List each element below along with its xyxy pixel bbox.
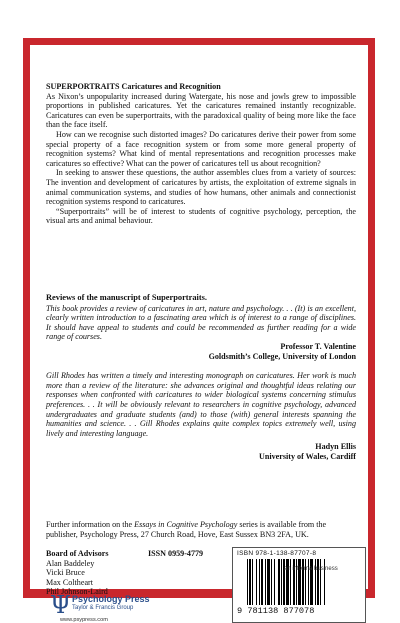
informa-tagline: an informa business — [284, 566, 338, 572]
publisher-group: Taylor & Francis Group — [72, 605, 134, 611]
blurb-paragraph: “Superportraits” will be of interest to students of cognitive psychology, perception, the visual arts and animal behaviour. — [46, 206, 356, 226]
series-name: Essays in Cognitive Psychology — [134, 520, 238, 529]
reviewer-name: Professor T. Valentine — [280, 341, 356, 351]
further-information — [46, 520, 356, 539]
further-prefix: Further information on the — [46, 520, 135, 529]
reviews-heading: Reviews of the manuscript of Superportraits. — [46, 293, 207, 302]
further-suffix: series is available from the publisher, Psychology Press, 27 Church Road, Hove, East Sussex BN3 2FA, UK. — [46, 520, 327, 539]
barcode-number: 9 781138 877078 — [237, 606, 315, 616]
board-member: Phil Johnson-Laird — [46, 587, 108, 597]
publisher-name: Psychology Press — [72, 594, 150, 604]
board-member: Max Coltheart — [46, 577, 93, 587]
reviewer-affiliation: Goldsmith’s College, University of London — [208, 351, 356, 361]
blurb-paragraph: As Nixon’s unpopularity increased during Watergate, his nose and jowls grew to impossible proportions in published caricatures. Yet the caricatures remained instantly recognizable. Caricatures can even be superportraits, with the paradoxical quality of being more like the face than the face itself. — [46, 91, 356, 130]
board-heading: Board of Advisors — [46, 549, 109, 558]
book-title: SUPERPORTRAITS Caricatures and Recognition — [46, 82, 221, 91]
publisher-url: www.psypress.com — [60, 617, 108, 623]
review-quote: This book provides a review of caricatures in art, nature and psychology. . . (It) is an excellent, clearly written introduction to a fascinating area which is of interest to a range of disciplines. It should have appeal to students and could be recommended as further reading for a wide range of courses. — [46, 303, 356, 342]
book-blurb — [46, 82, 356, 226]
blurb-paragraph: In seeking to answer these questions, the author assembles clues from a variety of sources: The invention and development of caricatures by artists, the exploitation of extreme signals in animal communication systems, and studies of how humans, other animals and connectionist recognition systems respond to caricatures. — [46, 168, 356, 207]
board-member: Alan Baddeley — [46, 558, 95, 568]
review-quote: Gill Rhodes has written a timely and interesting monograph on caricatures. Her work is much more than a review of the literature: she advances original and thoughtful ideas relating our responses when confronted with caricatures to wider biological systems concerning stimulus preferences. . . It will be obviously relevant to researchers in cognitive psychology, advanced undergraduates and graduate students (and) to those (with) general interests spanning the humanities and science. . . Gill Rhodes explains quite complex topics extremely well, using lively and interesting language. — [46, 371, 356, 438]
reviewer-affiliation: University of Wales, Cardiff — [259, 451, 356, 461]
reviews-section — [46, 293, 356, 462]
barcode-box — [232, 547, 366, 623]
issn: ISSN 0959-4779 — [148, 549, 204, 558]
blurb-paragraph: How can we recognise such distorted images? Do caricatures derive their power from some special property of a face recognition system or from some more general property of recognition systems? What kind of mental representations and recognition processes make caricatures so effective? What can the power of caricatures tell us about recognition? — [46, 129, 356, 168]
board-member: Vicki Bruce — [46, 568, 85, 578]
reviewer-name: Hadyn Ellis — [315, 442, 356, 452]
isbn-text: ISBN 978-1-138-87707-8 — [237, 550, 317, 557]
psi-logo-icon: Ψ — [50, 591, 72, 619]
